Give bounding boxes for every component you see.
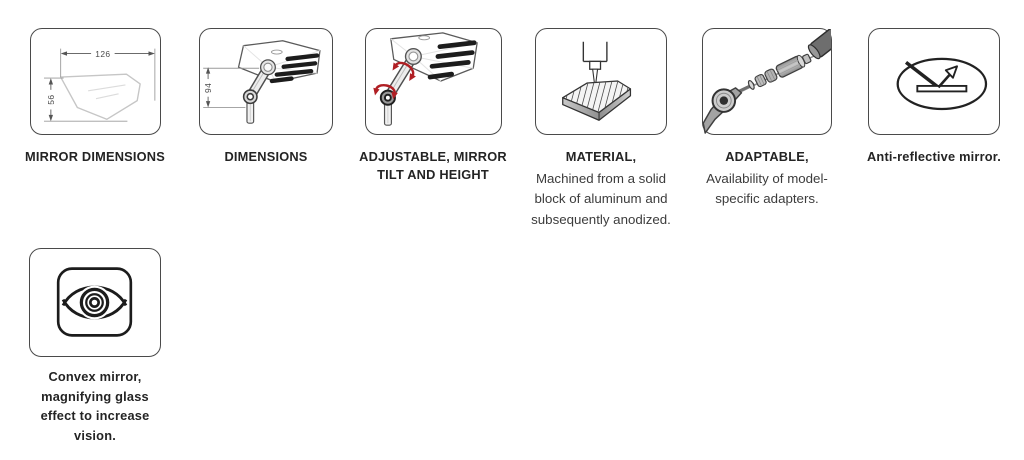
feature-caption xyxy=(516,148,686,230)
feature-caption xyxy=(181,148,351,166)
feature-caption xyxy=(682,148,852,210)
feature-body: Machined from a solid block of aluminum and subsequently anodized. xyxy=(531,170,671,227)
feature-card-frame xyxy=(199,28,333,135)
feature-title: Convex mirror, magnifying glass effect to increase vision. xyxy=(40,369,150,443)
feature-title: ADAPTABLE, xyxy=(725,149,809,164)
feature-title: DIMENSIONS xyxy=(224,149,308,164)
feature-card-frame xyxy=(365,28,502,135)
feature-title: Anti-reflective mirror. xyxy=(866,149,1002,164)
feature-caption xyxy=(10,148,180,166)
feature-convex-mirror xyxy=(10,248,180,445)
mirror-glass-dimensions-icon xyxy=(31,29,160,134)
feature-anti-reflective xyxy=(849,28,1019,166)
feature-mirror-dimensions xyxy=(10,28,180,166)
feature-adjustable xyxy=(348,28,518,183)
feature-caption xyxy=(348,148,518,183)
feature-card-frame xyxy=(29,248,161,357)
dimension-label-stem-height: 94 xyxy=(203,82,214,93)
feature-card-frame xyxy=(535,28,667,135)
feature-caption xyxy=(10,367,180,445)
feature-card-frame xyxy=(868,28,1000,135)
feature-material xyxy=(516,28,686,230)
mirror-stem-dimensions-icon xyxy=(200,29,332,134)
feature-title: ADJUSTABLE, MIRROR TILT AND HEIGHT xyxy=(359,149,507,182)
feature-card-frame xyxy=(702,28,832,135)
cnc-milling-icon xyxy=(536,29,666,134)
feature-title: MIRROR DIMENSIONS xyxy=(25,149,165,164)
feature-title: MATERIAL, xyxy=(565,149,637,164)
feature-card-frame xyxy=(30,28,161,135)
dimension-label-width: 126 xyxy=(94,48,110,59)
feature-body: Availability of model-specific adapters. xyxy=(706,170,828,206)
mirror-adjustability-icon xyxy=(366,29,501,134)
feature-caption xyxy=(849,148,1019,166)
exploded-adapter-icon xyxy=(703,29,831,134)
feature-dimensions xyxy=(181,28,351,166)
feature-adaptable xyxy=(682,28,852,210)
convex-mirror-eye-icon xyxy=(30,249,160,356)
anti-reflective-mirror-icon xyxy=(869,29,999,134)
dimension-label-height: 56 xyxy=(45,94,56,105)
